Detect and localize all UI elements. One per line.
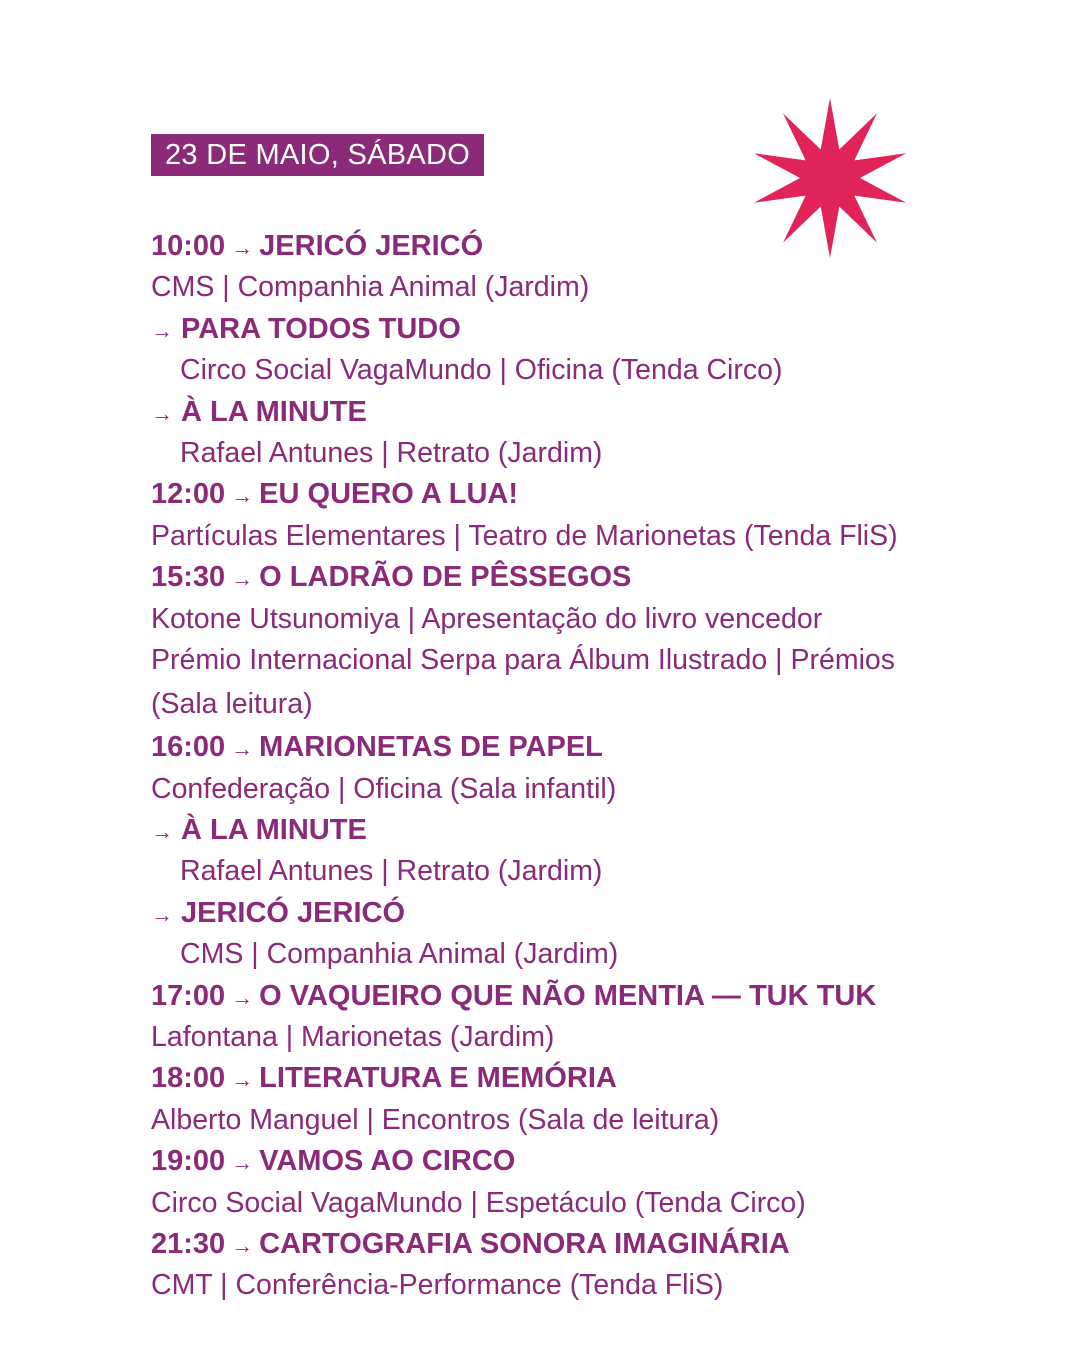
event-description: Rafael Antunes | Retrato (Jardim) (180, 436, 603, 469)
event-title-line (151, 727, 1051, 768)
event-title: MARIONETAS DE PAPEL (259, 731, 603, 764)
arrow-icon: → (231, 483, 254, 509)
event-description: Prémio Internacional Serpa para Álbum Ilustrado | Prémios (151, 643, 896, 676)
event-title: O VAQUEIRO QUE NÃO MENTIA — TUK TUK (259, 979, 877, 1012)
event-title-line (151, 976, 1051, 1017)
arrow-icon: → (231, 1150, 254, 1176)
event-title: EU QUERO A LUA! (259, 478, 519, 511)
arrow-icon: → (231, 566, 254, 592)
event-description: Circo Social VagaMundo | Espetáculo (Tenda Circo) (151, 1186, 806, 1219)
event-title: VAMOS AO CIRCO (259, 1145, 516, 1178)
event-time: 16:00 (151, 731, 226, 764)
event-time: 15:30 (151, 561, 226, 594)
arrow-icon: → (231, 736, 254, 762)
event-title: LITERATURA E MEMÓRIA (259, 1062, 617, 1095)
event-title-line (151, 893, 1051, 934)
arrow-icon: → (151, 400, 173, 426)
event-description: Circo Social VagaMundo | Oficina (Tenda Circo) (180, 354, 783, 387)
event-title: PARA TODOS TUDO (181, 312, 461, 345)
arrow-icon: → (151, 317, 173, 343)
event-title: À LA MINUTE (181, 814, 367, 847)
event-title-line (151, 474, 1051, 515)
event-title-line (151, 1224, 1051, 1265)
event-description: Kotone Utsunomiya | Apresentação do livro vencedor (151, 602, 823, 635)
event-title-line (151, 1141, 1051, 1182)
arrow-icon: → (231, 984, 254, 1010)
arrow-icon: → (231, 1232, 254, 1258)
event-time: 18:00 (151, 1062, 226, 1095)
event-description: Lafontana | Marionetas (Jardim) (151, 1021, 555, 1054)
event-title-line (151, 557, 1051, 598)
event-description: CMS | Companhia Animal (Jardim) (151, 271, 590, 304)
event-description: Rafael Antunes | Retrato (Jardim) (180, 855, 603, 888)
schedule-list (151, 226, 1051, 1307)
event-description: CMS | Companhia Animal (Jardim) (180, 938, 619, 971)
event-title-line (151, 810, 1051, 851)
event-title-line (151, 226, 1051, 267)
arrow-icon: → (231, 1067, 254, 1093)
event-title: JERICÓ JERICÓ (181, 896, 405, 929)
event-time: 21:30 (151, 1227, 226, 1260)
event-time: 12:00 (151, 478, 226, 511)
event-description: Alberto Manguel | Encontros (Sala de leitura) (151, 1103, 720, 1136)
event-title: À LA MINUTE (181, 395, 367, 428)
date-header: 23 DE MAIO, SÁBADO (151, 134, 484, 176)
event-time: 19:00 (151, 1145, 226, 1178)
event-description: (Sala leitura) (151, 688, 313, 721)
event-title: CARTOGRAFIA SONORA IMAGINÁRIA (259, 1227, 790, 1260)
event-title: JERICÓ JERICÓ (259, 230, 484, 262)
event-time: 10:00 (151, 230, 226, 262)
arrow-icon: → (151, 819, 173, 845)
event-description: CMT | Conferência-Performance (Tenda FliS) (151, 1269, 724, 1302)
arrow-icon: → (151, 901, 173, 927)
arrow-icon: → (231, 235, 254, 260)
event-description: Partículas Elementares | Teatro de Marionetas (Tenda FliS) (151, 519, 898, 552)
event-title-line (151, 392, 1051, 433)
event-description: Confederação | Oficina (Sala infantil) (151, 772, 617, 805)
event-time: 17:00 (151, 979, 226, 1012)
event-title-line (151, 309, 1051, 350)
event-title-line (151, 1058, 1051, 1099)
event-title: O LADRÃO DE PÊSSEGOS (259, 561, 632, 594)
